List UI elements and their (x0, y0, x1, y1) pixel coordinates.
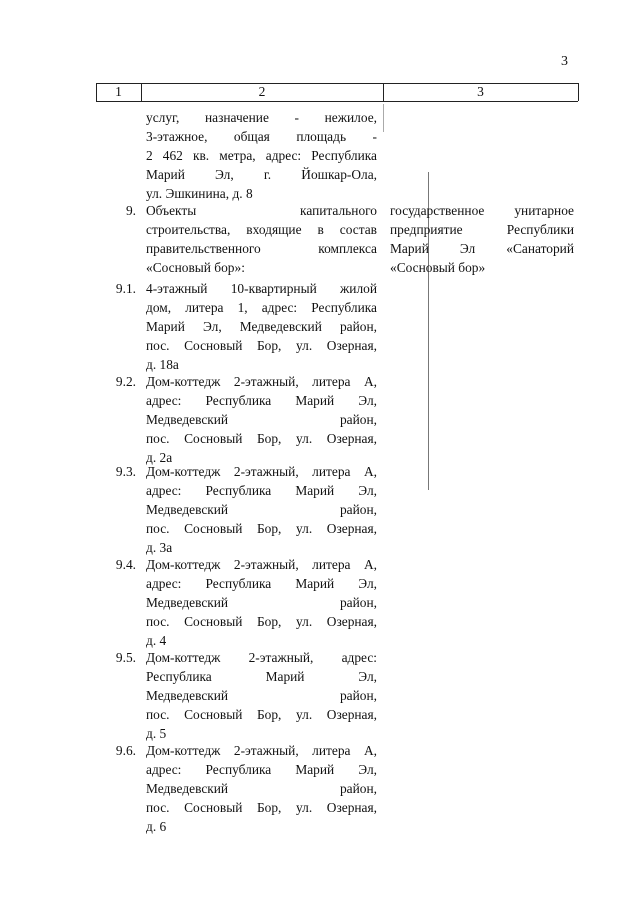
row-number: 9.6. (115, 743, 136, 758)
text-line: Дом-коттедж 2-этажный, адрес: (146, 650, 377, 665)
text-line: Медведевский район, (146, 688, 377, 703)
text-line: Марий Эл, г. Йошкар-Ола, (146, 167, 377, 182)
text-line: пос. Сосновый Бор, ул. Озерная, (146, 707, 377, 722)
text-line: ул. Эшкинина, д. 8 (146, 186, 253, 201)
text-line: строительства, входящие в состав (146, 222, 377, 237)
text-line: Дом-коттедж 2-этажный, литера А, (146, 374, 377, 389)
text-line: Дом-коттедж 2-этажный, литера А, (146, 743, 377, 758)
row-description (146, 201, 377, 277)
text-line: пос. Сосновый Бор, ул. Озерная, (146, 800, 377, 815)
text-line: пос. Сосновый Бор, ул. Озерная, (146, 521, 377, 536)
text-line: адрес: Республика Марий Эл, (146, 576, 377, 591)
text-line: правительственного комплекса (146, 241, 377, 256)
row-number: 9.2. (115, 374, 136, 389)
text-line: д. 4 (146, 633, 167, 648)
row-description (146, 372, 377, 467)
row-owner (390, 201, 574, 277)
text-line: «Сосновый бор» (390, 260, 486, 275)
row-description (146, 555, 377, 650)
text-line: дом, литера 1, адрес: Республика (146, 300, 377, 315)
text-line: д. 18а (146, 357, 179, 372)
text-line: пос. Сосновый Бор, ул. Озерная, (146, 614, 377, 629)
row-description (146, 462, 377, 557)
text-line: Медведевский район, (146, 502, 377, 517)
text-line: предприятие Республики (390, 222, 574, 237)
text-line: Марий Эл «Санаторий (390, 241, 574, 256)
text-line: д. 5 (146, 726, 167, 741)
table-header-bottom-border (96, 101, 578, 102)
page-number: 3 (561, 54, 568, 69)
row-number: 9. (125, 203, 136, 218)
text-line: «Сосновый бор»: (146, 260, 245, 275)
text-line: Марий Эл, Медведевский район, (146, 319, 377, 334)
text-line: Дом-коттедж 2-этажный, литера А, (146, 464, 377, 479)
row-number: 9.4. (115, 557, 136, 572)
text-line: Объекты капитального (146, 203, 377, 218)
text-line: Медведевский район, (146, 781, 377, 796)
text-line: 2 462 кв. метра, адрес: Республика (146, 148, 377, 163)
text-line: д. 2а (146, 450, 173, 465)
scan-column-line (383, 104, 384, 132)
text-line: пос. Сосновый Бор, ул. Озерная, (146, 338, 377, 353)
table-header-col3: 3 (477, 84, 484, 99)
text-line: д. 3а (146, 540, 173, 555)
table-header-col2: 2 (258, 84, 266, 99)
text-line: адрес: Республика Марий Эл, (146, 483, 377, 498)
text-line: д. 6 (146, 819, 167, 834)
row-description (146, 108, 377, 203)
text-line: Республика Марий Эл, (146, 669, 377, 684)
text-line: Медведевский район, (146, 595, 377, 610)
row-description (146, 741, 377, 836)
text-line: пос. Сосновый Бор, ул. Озерная, (146, 431, 377, 446)
text-line: Дом-коттедж 2-этажный, литера А, (146, 557, 377, 572)
row-description (146, 279, 377, 374)
text-line: услуг, назначение - нежилое, (146, 110, 377, 125)
row-number: 9.3. (115, 464, 136, 479)
text-line: адрес: Республика Марий Эл, (146, 762, 377, 777)
row-description (146, 648, 377, 743)
table-header-col1: 1 (115, 84, 122, 99)
table-header-divider (578, 83, 579, 101)
text-line: Медведевский район, (146, 412, 377, 427)
row-number: 9.1. (115, 281, 136, 296)
text-line: 3-этажное, общая площадь - (146, 129, 377, 144)
text-line: государственное унитарное (390, 203, 574, 218)
row-number: 9.5. (115, 650, 136, 665)
text-line: 4-этажный 10-квартирный жилой (146, 281, 377, 296)
text-line: адрес: Республика Марий Эл, (146, 393, 377, 408)
